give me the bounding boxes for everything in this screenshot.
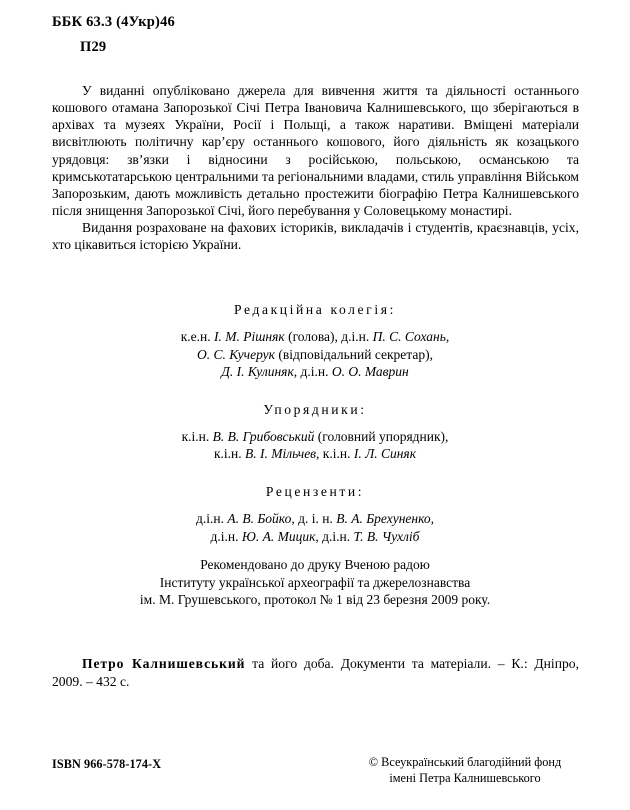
credit-line	[0, 328, 630, 346]
academic-degree: к.і.н.	[213, 446, 245, 462]
reviewers-heading: Рецензенти:	[265, 483, 365, 499]
academic-degree: д.і.н.	[297, 364, 332, 380]
person-name: В. А. Брехуненко,	[336, 510, 435, 526]
academic-degree: к.і.н.	[181, 428, 213, 444]
editorial-board-lines	[0, 328, 630, 381]
person-name: О. О. Маврин	[331, 364, 409, 380]
reviewers-block	[0, 482, 630, 545]
copyright-line-1: © Всеукраїнський благодійний фонд	[368, 755, 562, 769]
person-name: О. С. Кучерук	[197, 346, 275, 362]
isbn-value: ISBN 966-578-174-X	[52, 757, 162, 771]
academic-degree: (відповідальний секретар),	[274, 346, 433, 362]
annotation-paragraph-2: Видання розраховане на фахових істориків, викладачів і студентів, краєзнавців, усіх, хто цікавиться історією України.	[52, 220, 579, 253]
recommendation-line-3: ім. М. Грушевського, протокол № 1 від 23 березня 2009 року.	[139, 592, 491, 608]
academic-degree: , д.і.н.	[315, 528, 354, 544]
person-name: П. С. Сохань,	[372, 329, 450, 344]
person-name: В. В. Грибовський	[212, 428, 315, 444]
academic-degree: (головний упорядник),	[314, 428, 449, 444]
credit-line	[0, 528, 630, 546]
bibliographic-description	[52, 655, 579, 690]
person-name: Д. І. Кулиняк,	[221, 364, 298, 380]
editorial-board-block	[0, 300, 630, 381]
copyright-block	[340, 755, 590, 786]
person-name: В. І. Мільчев	[245, 446, 317, 462]
credit-line	[0, 346, 630, 364]
bbk-code: ББК 63.3 (4Укр)46	[52, 14, 175, 30]
annotation-section	[52, 82, 579, 254]
annotation-paragraph-1: У виданні опубліковано джерела для вивчення життя та діяльності останнього кошового отамана Запорозької Січі Петра Івановича Калнишевського, що зберігаються в архівах та музеях України, Росії і Польщі, а також наративи. Вміщені матеріали висвітлюють політичну кар’єру останнього кошового, його діяльність як козацького урядовця: зв’язки і відносини з російською, польською, османською та кримськотатарською центральними та регіональними владами, стиль управління Військом Запорозьким, дають можливість детально простежити біографію Петра Калнишевського після знищення Запорозької Січі, його перебування у Соловецькому монастирі.	[52, 83, 579, 219]
academic-degree: д.і.н.	[210, 528, 242, 544]
author-mark-code: П29	[80, 39, 107, 55]
academic-degree: д.і.н.	[195, 510, 228, 526]
academic-degree: , к.і.н.	[316, 446, 354, 462]
credits-section	[0, 300, 630, 562]
bibliographic-title: Петро Калнишевський	[82, 656, 246, 671]
reviewers-lines	[0, 510, 630, 545]
academic-degree: , д. і. н.	[291, 510, 337, 526]
page-footer	[0, 752, 630, 802]
copyright-line-2: імені Петра Калнишевського	[389, 770, 541, 785]
compilers-lines	[0, 428, 630, 463]
credit-line	[0, 445, 630, 463]
credit-line	[0, 428, 630, 446]
recommendation-line-1: Рекомендовано до друку Вченою радою	[200, 557, 430, 572]
bibliographic-entry	[52, 655, 579, 690]
recommendation-section	[0, 556, 630, 609]
recommendation-line-2: Інституту української археографії та джерелознавства	[159, 574, 471, 590]
academic-degree: к.е.н.	[180, 329, 214, 344]
person-name: Т. В. Чухліб	[353, 528, 420, 544]
compilers-block	[0, 400, 630, 463]
academic-degree: д.і.н.	[341, 329, 373, 344]
bibliographic-rest: та його доба. Документи та матеріали. – К.: Дніпро, 2009. – 432 с.	[52, 656, 579, 689]
classification-codes	[52, 13, 352, 57]
person-name: І. Л. Синяк	[353, 446, 417, 462]
credit-line	[0, 510, 630, 528]
academic-degree: (голова),	[284, 329, 342, 344]
credit-line	[0, 363, 630, 381]
person-name: І. М. Рішняк	[214, 329, 285, 344]
person-name: Ю. А. Мицик	[241, 528, 316, 544]
compilers-heading: Упорядники:	[263, 401, 367, 417]
person-name: А. В. Бойко	[227, 510, 292, 526]
editorial-board-heading: Редакційна колегія:	[234, 302, 396, 317]
